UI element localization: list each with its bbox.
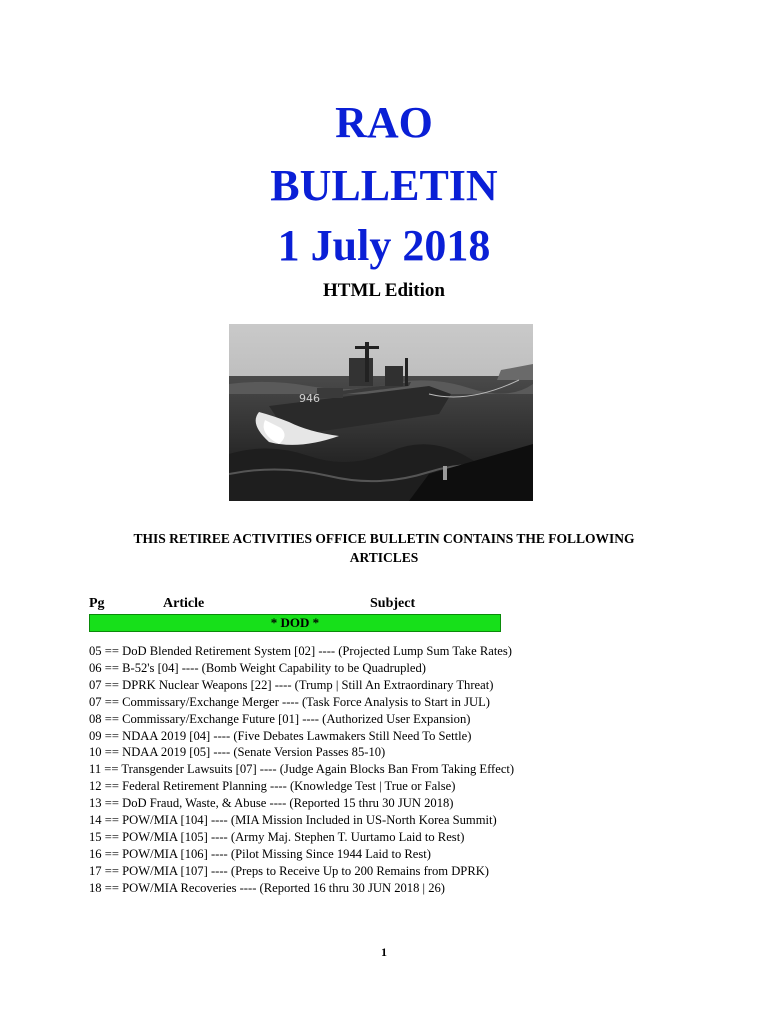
article-item[interactable]: 08 == Commissary/Exchange Future [01] ---- (Authorized User Expansion) [89, 711, 471, 726]
article-item[interactable]: 12 == Federal Retirement Planning ---- (Knowledge Test | True or False) [89, 779, 456, 794]
article-item[interactable]: 17 == POW/MIA [107] ---- (Preps to Receive Up to 200 Remains from DPRK) [89, 863, 490, 878]
ship-illustration [229, 324, 533, 501]
section-bar-dod: * DOD * [89, 614, 501, 632]
article-item[interactable]: 13 == DoD Fraud, Waste, & Abuse ---- (Reported 15 thru 30 JUN 2018) [89, 796, 454, 811]
column-header-article: Article [163, 596, 205, 611]
column-header-subject: Subject [370, 596, 416, 611]
title-line-1: RAO [335, 98, 433, 147]
article-item[interactable]: 11 == Transgender Lawsuits [07] ---- (Judge Again Blocks Ban From Taking Effect) [89, 762, 515, 777]
title-date: 1 July 2018 [277, 221, 491, 270]
article-item[interactable]: 16 == POW/MIA [106] ---- (Pilot Missing Since 1944 Laid to Rest) [89, 846, 431, 861]
article-item[interactable]: 05 == DoD Blended Retirement System [02] ---- (Projected Lump Sum Take Rates) [89, 644, 512, 658]
article-item[interactable]: 06 == B-52's [04] ---- (Bomb Weight Capability to be Quadrupled) [89, 660, 427, 675]
article-item[interactable]: 07 == DPRK Nuclear Weapons [22] ---- (Trump | Still An Extraordinary Threat) [89, 677, 494, 692]
article-item[interactable]: 09 == NDAA 2019 [04] ---- (Five Debates Lawmakers Still Need To Settle) [89, 728, 472, 743]
article-item[interactable]: 07 == Commissary/Exchange Merger ---- (Task Force Analysis to Start in JUL) [89, 694, 490, 709]
article-item[interactable]: 18 == POW/MIA Recoveries ---- (Reported 16 thru 30 JUN 2018 | 26) [89, 880, 445, 895]
article-item[interactable]: 10 == NDAA 2019 [05] ---- (Senate Version Passes 85-10) [89, 745, 386, 760]
title-line-2: BULLETIN [270, 161, 498, 210]
article-item[interactable]: 15 == POW/MIA [105] ---- (Army Maj. Stephen T. Uurtamo Laid to Rest) [89, 829, 465, 844]
edition-label: HTML Edition [323, 280, 445, 301]
article-item[interactable]: 14 == POW/MIA [104] ---- (MIA Mission Included in US-North Korea Summit) [89, 813, 497, 828]
hull-number: 946 [299, 392, 320, 405]
article-list [89, 643, 689, 897]
column-header-pg: Pg [89, 596, 105, 611]
page-number: 1 [381, 945, 387, 959]
destroyer-photo [229, 324, 533, 501]
intro-heading: THIS RETIREE ACTIVITIES OFFICE BULLETIN CONTAINS THE FOLLOWING ARTICLES [133, 531, 635, 565]
